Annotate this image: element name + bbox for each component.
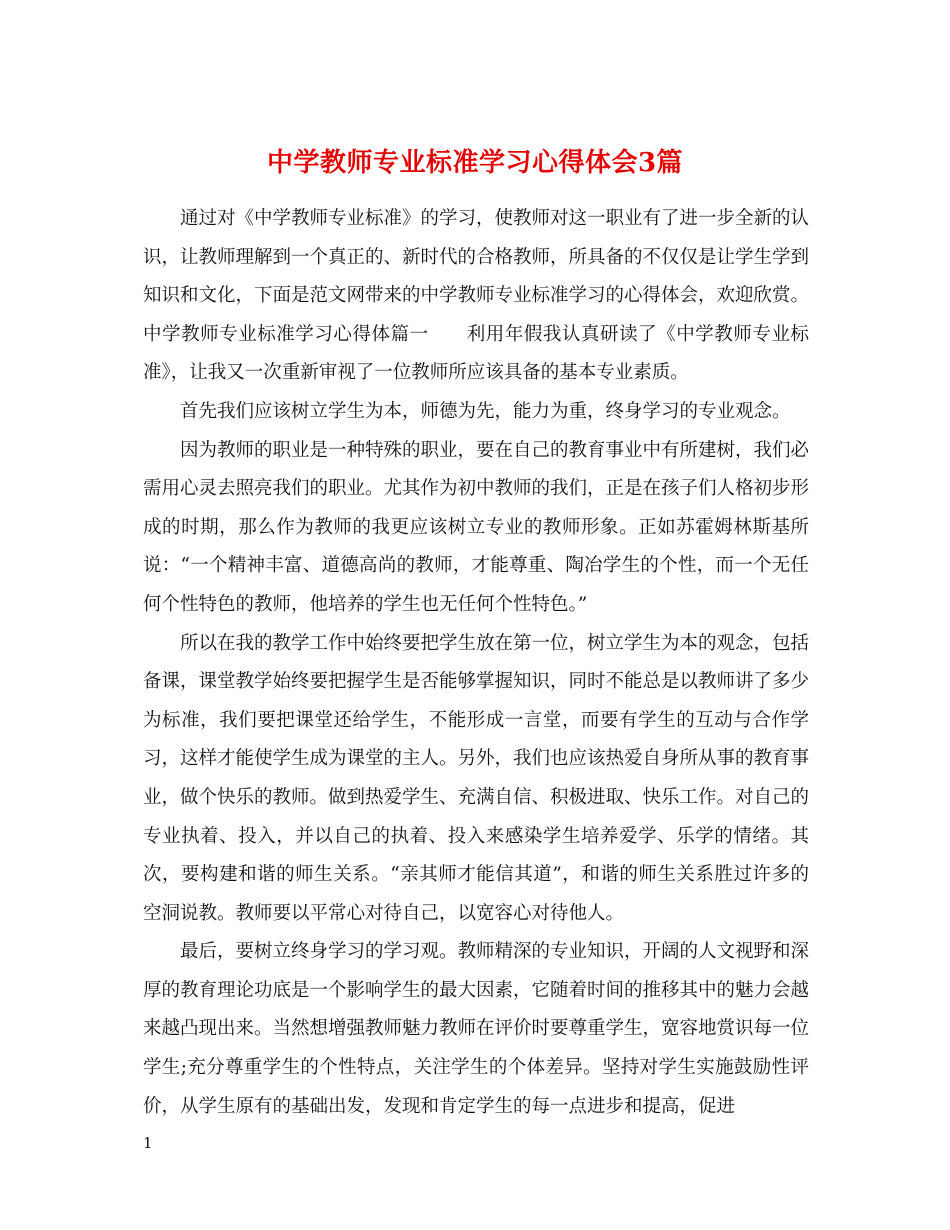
document-body: [143, 200, 809, 1126]
page-number: 1: [143, 1134, 153, 1152]
lifelong-learning-paragraph: 最后，要树立终身学习的学习观。教师精深的专业知识，开阔的人文视野和深厚的教育理论功底是一个影响学生的最大因素，它随着时间的推移其中的魅力会越来越凸现出来。当然想增强教师魅力教师在评价时要尊重学生，宽容地赏识每一位学生;充分尊重学生的个性特点，关注学生的个体差异。坚持对学生实施鼓励性评价，从学生原有的基础出发，发现和肯定学生的每一点进步和提高，促进: [143, 941, 810, 1117]
section-one-opening-paragraph: 中学教师专业标准学习心得体篇一 利用年假我认真研读了《中学教师专业标准》，让我又一次重新审视了一位教师所应该具备的基本专业素质。: [143, 323, 809, 384]
document-title: 中学教师专业标准学习心得体会3篇: [266, 148, 684, 179]
intro-paragraph: 通过对《中学教师专业标准》的学习，使教师对这一职业有了进一步全新的认识，让教师理解到一个真正的、新时代的合格教师，所具备的不仅仅是让学生学到知识和文化，下面是范文网带来的中学教师专业标准学习的心得体会，欢迎欣赏。: [143, 208, 810, 307]
teacher-role-paragraph: 因为教师的职业是一种特殊的职业，要在自己的教育事业中有所建树，我们必需用心灵去照亮我们的职业。尤其作为初中教师的我们，正是在孩子们人格初步形成的时期，那么作为教师的我更应该树立专业的教师形象。正如苏霍姆林斯基所说：“一个精神丰富、道德高尚的教师，才能尊重、陶冶学生的个性，而一个无任何个性特色的教师，他培养的学生也无任何个性特色。”: [143, 439, 810, 615]
professional-concept-paragraph: 首先我们应该树立学生为本，师德为先，能力为重，终身学习的专业观念。: [180, 400, 791, 422]
student-centered-paragraph: 所以在我的教学工作中始终要把学生放在第一位，树立学生为本的观念，包括备课，课堂教学始终要把握学生是否能够掌握知识，同时不能总是以教师讲了多少为标准，我们要把课堂还给学生，不能形成一言堂，而要有学生的互动与合作学习，这样才能使学生成为课堂的主人。另外，我们也应该热爱自身所从事的教育事业，做个快乐的教师。做到热爱学生、充满自信、积极进取、快乐工作。对自己的专业执着、投入，并以自己的执着、投入来感染学生培养爱学、乐学的情绪。其次，要构建和谐的师生关系。“亲其师才能信其道”，和谐的师生关系胜过许多的空洞说教。教师要以平常心对待自己，以宽容心对待他人。: [143, 632, 810, 924]
